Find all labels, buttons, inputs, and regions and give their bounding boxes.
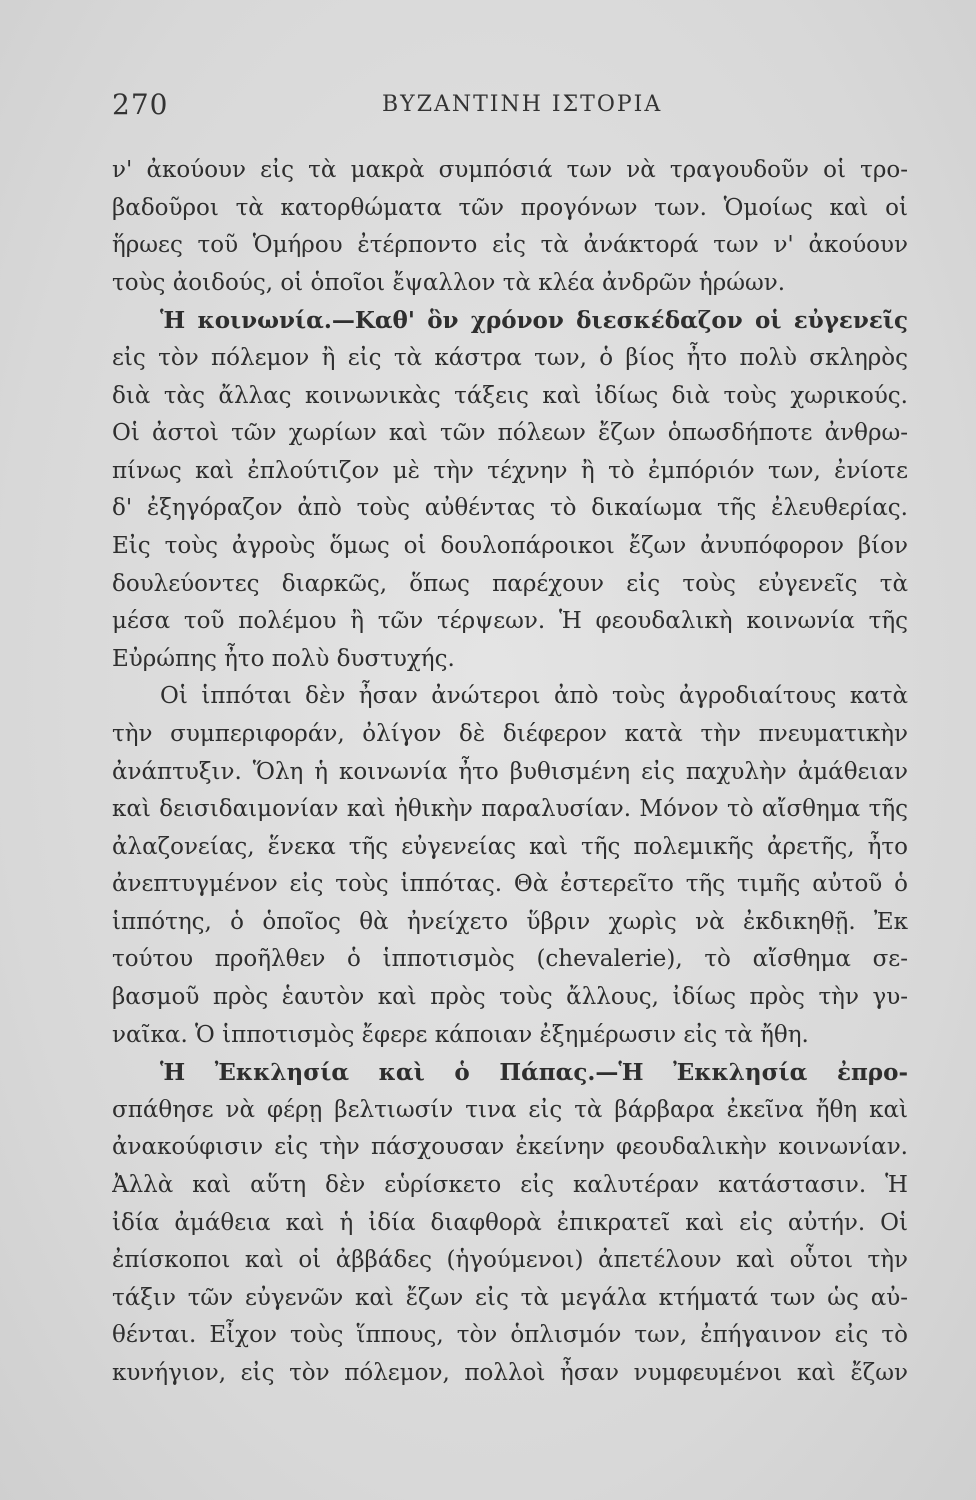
text-line: βαδοῦροι τὰ κατορθώματα τῶν προγόνων των. Ὁμοίως καὶ οἱ bbox=[112, 194, 908, 221]
text-line: ἀνεπτυγμένον εἰς τοὺς ἱππότας. Θὰ ἐστερεῖτο τῆς τιμῆς αὐτοῦ ὁ bbox=[112, 871, 908, 898]
text-line: καὶ δεισιδαιμονίαν καὶ ἠθικὴν παραλυσίαν. Μόνον τὸ αἴσθημα τῆς bbox=[112, 796, 908, 823]
page-header bbox=[112, 88, 902, 128]
text-line: ἀνάπτυξιν. Ὅλη ἡ κοινωνία ἦτο βυθισμένη εἰς παχυλὴν ἀμάθειαν bbox=[112, 758, 908, 785]
text-line: μέσα τοῦ πολέμου ἢ τῶν τέρψεων. Ἡ φεουδαλικὴ κοινωνία τῆς bbox=[112, 608, 908, 635]
text-line: ἱππότης, ὁ ὁποῖος θὰ ἠνείχετο ὕβριν χωρὶς νὰ ἐκδικηθῇ. Ἐκ bbox=[112, 908, 908, 935]
text-line: ἥρωες τοῦ Ὁμήρου ἐτέρποντο εἰς τὰ ἀνάκτορά των ν' ἀκούουν bbox=[112, 232, 908, 259]
text-line: πίνως καὶ ἐπλούτιζον μὲ τὴν τέχνην ἢ τὸ ἐμπόριόν των, ἐνίοτε bbox=[112, 457, 908, 484]
text-line: βασμοῦ πρὸς ἑαυτὸν καὶ πρὸς τοὺς ἄλλους, ἰδίως πρὸς τὴν γυ- bbox=[112, 984, 908, 1011]
text-line: ἀνακούφισιν εἰς τὴν πάσχουσαν ἐκείνην φεουδαλικὴν κοινωνίαν. bbox=[112, 1134, 908, 1161]
text-line: σπάθησε νὰ φέρῃ βελτιωσίν τινα εἰς τὰ βάρβαρα ἐκεῖνα ἤθη καὶ bbox=[112, 1096, 908, 1123]
text-line: δ' ἐξηγόραζον ἀπὸ τοὺς αὐθέντας τὸ δικαίωμα τῆς ἐλευθερίας. bbox=[112, 495, 908, 522]
text-line: ἐπίσκοποι καὶ οἱ ἀββάδες (ἡγούμενοι) ἀπετέλουν καὶ οὗτοι τὴν bbox=[112, 1247, 908, 1274]
text-line: Εὐρώπης ἦτο πολὺ δυστυχής. bbox=[112, 645, 455, 672]
body-text bbox=[112, 152, 908, 1393]
text-line: κυνήγιον, εἰς τὸν πόλεμον, πολλοὶ ἦσαν νυμφευμένοι καὶ ἔζων bbox=[112, 1360, 908, 1386]
text-line: διὰ τὰς ἄλλας κοινωνικὰς τάξεις καὶ ἰδίως διὰ τοὺς χωρικούς. bbox=[112, 382, 908, 409]
text-line: Εἰς τοὺς ἀγροὺς ὅμως οἱ δουλοπάροικοι ἔζων ἀνυπόφορον βίον bbox=[112, 532, 908, 559]
text-line: θένται. Εἶχον τοὺς ἵππους, τὸν ὁπλισμόν των, ἐπήγαινον εἰς τὸ bbox=[112, 1322, 908, 1349]
text-line: τοὺς ἀοιδούς, οἱ ὁποῖοι ἔψαλλον τὰ κλέα ἀνδρῶν ἡρώων. bbox=[112, 269, 786, 296]
text-line: ἀλαζονείας, ἕνεκα τῆς εὐγενείας καὶ τῆς πολεμικῆς ἀρετῆς, ἦτο bbox=[112, 833, 908, 860]
section-heading-society: Ἡ κοινωνία.—Καθ' ὃν χρόνον διεσκέδαζον οἱ εὐγενεῖς bbox=[160, 307, 908, 335]
text-line: ναῖκα. Ὁ ἱπποτισμὸς ἔφερε κάποιαν ἐξημέρωσιν εἰς τὰ ἤθη. bbox=[112, 1021, 809, 1048]
text-line: τάξιν τῶν εὐγενῶν καὶ ἔζων εἰς τὰ μεγάλα κτήματά των ὡς αὐ- bbox=[112, 1284, 908, 1311]
text-line: εἰς τὸν πόλεμον ἢ εἰς τὰ κάστρα των, ὁ βίος ἦτο πολὺ σκληρὸς bbox=[112, 344, 908, 371]
text-line: Οἱ ἱππόται δὲν ἦσαν ἀνώτεροι ἀπὸ τοὺς ἀγροδιαίτους κατὰ bbox=[160, 683, 908, 710]
text-line: Ἀλλὰ καὶ αὕτη δὲν εὑρίσκετο εἰς καλυτέραν κατάστασιν. Ἡ bbox=[112, 1172, 908, 1199]
page-number: 270 bbox=[112, 88, 169, 121]
running-title: ΒΥΖΑΝΤΙΝΗ ΙΣΤΟΡΙΑ bbox=[382, 92, 663, 117]
text-line: ν' ἀκούουν εἰς τὰ μακρὰ συμπόσιά των νὰ τραγουδοῦν οἱ τρο- bbox=[112, 157, 908, 183]
text-line: τούτου προῆλθεν ὁ ἱπποτισμὸς (chevalerie), τὸ αἴσθημα σε- bbox=[112, 946, 908, 973]
text-line: ἰδία ἀμάθεια καὶ ἡ ἰδία διαφθορὰ ἐπικρατεῖ καὶ εἰς αὐτήν. Οἱ bbox=[112, 1209, 908, 1236]
section-heading-church: Ἡ Ἐκκλησία καὶ ὁ Πάπας.—Ἡ Ἐκκλησία ἐπρο- bbox=[160, 1059, 908, 1087]
text-line: δουλεύοντες διαρκῶς, ὅπως παρέχουν εἰς τοὺς εὐγενεῖς τὰ bbox=[112, 570, 908, 597]
text-line: τὴν συμπεριφοράν, ὀλίγον δὲ διέφερον κατὰ τὴν πνευματικὴν bbox=[112, 720, 908, 747]
text-line: Οἱ ἀστοὶ τῶν χωρίων καὶ τῶν πόλεων ἔζων ὁπωσδήποτε ἀνθρω- bbox=[112, 420, 908, 447]
